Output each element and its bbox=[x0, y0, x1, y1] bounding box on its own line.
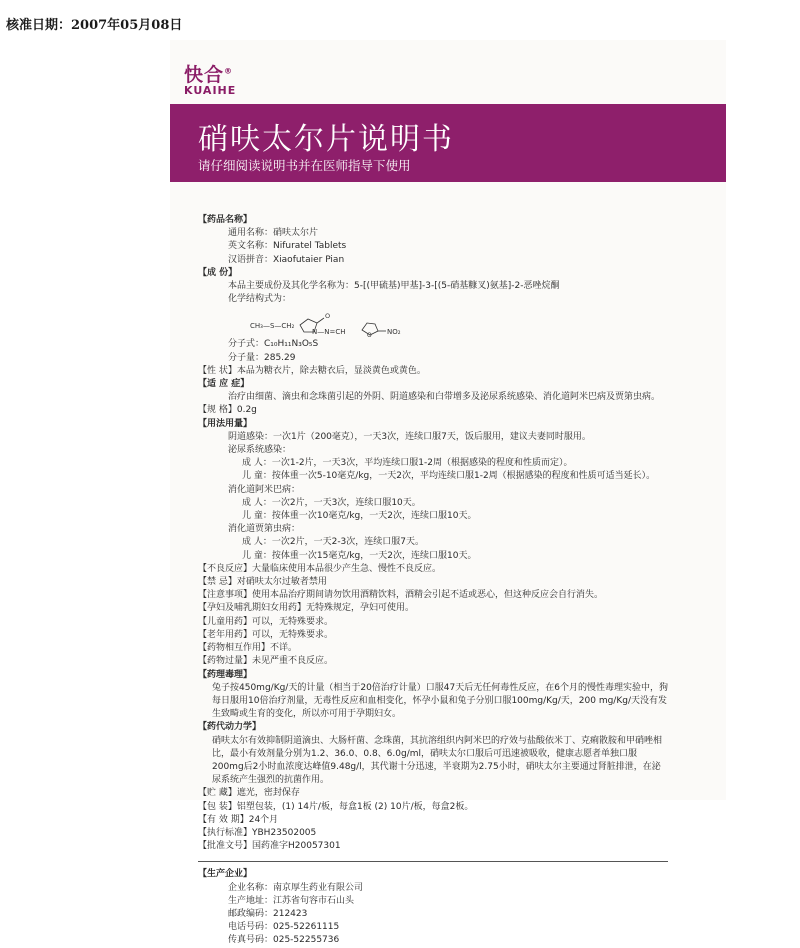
pharmacokinetics-text: 硝呋太尔有效抑制阴道滴虫、大肠杆菌、念珠菌，其抗溶组织内阿米巴的疗效与盐酸依米丁、克痢散胺和甲硝唑相比，最小有效剂量分别为1.2、36.0、0.8、6.0g/ml，硝呋太尔口服后可迅速被吸收，健康志愿者单独口服200mg后2小时血浓度达峰值9.48g/l，其代谢十分迅速，半衰期为2.75小时，硝呋太尔主要通过肾脏排泄，在泌尿系统产生强烈的抗菌作用。 bbox=[212, 735, 663, 786]
page-subtitle: 请仔细阅读说明书并在医师指导下使用 bbox=[198, 158, 411, 173]
section-line: 【药物过量】未见严重不良反应。 bbox=[198, 656, 334, 667]
section-divider bbox=[198, 861, 668, 862]
manufacturer-line: 电话号码：025-52261115 bbox=[228, 922, 340, 933]
dosage-line: 成 人：一次2片，一天2-3次，连续口服7天。 bbox=[242, 537, 425, 548]
section-drug-name-header: 【药品名称】 bbox=[198, 215, 253, 225]
structure-mid-group: N—N=CH bbox=[312, 328, 346, 337]
molecular-formula: 分子式：C₁₀H₁₁N₃O₅S bbox=[228, 339, 319, 350]
manufacturer-line: 生产地址：江苏省句容市石山头 bbox=[228, 895, 355, 906]
approval-date: 核准日期：2007年05月08日 bbox=[6, 18, 183, 33]
section-line: 【注意事项】使用本品治疗期间请勿饮用酒精饮料，酒精会引起不适或恶心，但这种反应会自行消失。 bbox=[198, 590, 604, 601]
structure-label: 化学结构式为： bbox=[228, 294, 292, 305]
section-line: 【批准文号】国药准字H20057301 bbox=[198, 841, 341, 852]
generic-name: 通用名称：硝呋太尔片 bbox=[228, 228, 319, 239]
structure-right-group: NO₂ bbox=[387, 328, 401, 337]
section-line: 【药物相互作用】不详。 bbox=[198, 643, 298, 654]
section-toxicology-header: 【药理毒理】 bbox=[198, 669, 253, 680]
manufacturer-line: 企业名称：南京厚生药业有限公司 bbox=[228, 882, 364, 893]
chemical-structure bbox=[250, 306, 668, 338]
section-line: 【老年用药】可以，无特殊要求。 bbox=[198, 629, 334, 640]
dosage-line: 儿 童：按体重一次5-10毫克/kg，一天2次，平均连续口服1-2周（根据感染的程度和性质可适当延长）。 bbox=[242, 471, 656, 482]
leaflet-content bbox=[198, 214, 668, 948]
registered-mark: ® bbox=[224, 66, 234, 76]
english-name: 英文名称：Nifuratel Tablets bbox=[228, 241, 347, 252]
section-line: 【包 装】铝塑包装，(1) 14片/板，每盒1板 (2) 10片/板，每盒2板。 bbox=[198, 801, 474, 812]
composition-line: 本品主要成份及其化学名称为：5-[(甲硫基)甲基]-3-[(5-硝基糠叉)氨基]-2-恶唑烷酮 bbox=[228, 281, 560, 292]
manufacturer-line: 传真号码：025-52255736 bbox=[228, 935, 340, 946]
section-specification: 【规 格】0.2g bbox=[198, 405, 257, 416]
section-line: 【执行标准】YBH23502005 bbox=[198, 827, 317, 838]
manufacturer-lines bbox=[198, 882, 668, 948]
section-line: 【孕妇及哺乳期妇女用药】无特殊规定，孕妇可使用。 bbox=[198, 603, 415, 614]
section-indication-header: 【适 应 症】 bbox=[198, 379, 250, 390]
manufacturer-line: 邮政编码：212423 bbox=[228, 908, 308, 919]
dosage-line: 消化道阿米巴病： bbox=[228, 484, 301, 495]
dosage-lines bbox=[198, 431, 668, 563]
dosage-line: 消化道贾第虫病： bbox=[228, 524, 301, 535]
section-dosage-header: 【用法用量】 bbox=[198, 418, 253, 429]
section-description: 【性 状】本品为糖衣片，除去糖衣后，显淡黄色或黄色。 bbox=[198, 365, 426, 376]
toxicology-text: 兔子按450mg/Kg/天的计量（相当于20倍治疗计量）口服47天后无任何毒性反应，在6个月的慢性毒理实验中，狗每日服用10倍治疗剂量，无毒性反应和血相变化，怀孕小鼠和兔子分别口服100mg/Kg/天，200 mg/Kg/天没有发生致畸或生育的变化，所以亦可用于孕期妇女。 bbox=[212, 682, 668, 720]
section-line: 【有 效 期】24个月 bbox=[198, 814, 279, 825]
section-line: 【贮 藏】遮光，密封保存 bbox=[198, 788, 300, 799]
section-line: 【禁 忌】对硝呋太尔过敏者禁用 bbox=[198, 577, 327, 588]
dosage-line: 成 人：一次1-2片，一天3次，平均连续口服1-2周（根据感染的程度和性质而定）。 bbox=[242, 458, 573, 469]
section-line: 【儿童用药】可以，无特殊要求。 bbox=[198, 616, 334, 627]
section-manufacturer-header: 【生产企业】 bbox=[198, 869, 253, 880]
carbonyl-bond bbox=[317, 318, 324, 323]
structure-furan-o: O bbox=[367, 332, 372, 339]
indication-text: 治疗由细菌、滴虫和念珠菌引起的外阴、阴道感染和白带增多及泌尿系统感染、消化道阿米巴病及贾第虫病。 bbox=[228, 392, 661, 403]
logo-en-text: KUAIHE bbox=[184, 84, 237, 97]
short-sections bbox=[198, 563, 668, 669]
structure-carbonyl-o: O bbox=[325, 312, 331, 321]
pinyin-name: 汉语拼音：Xiaofutaier Pian bbox=[228, 254, 345, 265]
dosage-line: 成 人：一次2片，一天3次，连续口服10天。 bbox=[242, 497, 421, 508]
chemical-structure-diagram bbox=[250, 306, 480, 338]
brand-logo bbox=[184, 60, 236, 97]
page-title: 硝呋太尔片说明书 bbox=[198, 122, 454, 157]
section-pharmacokinetics-header: 【药代动力学】 bbox=[198, 722, 262, 733]
tail-sections bbox=[198, 787, 668, 853]
molecular-weight: 分子量：285.29 bbox=[228, 352, 296, 363]
dosage-line: 阴道感染：一次1片（200毫克），一天3次，连续口服7天，饭后服用，建议夫妻同时服用。 bbox=[228, 431, 591, 442]
section-line: 【不良反应】大量临床使用本品很少产生急、慢性不良反应。 bbox=[198, 563, 442, 574]
logo-cn-text: 快合 bbox=[184, 64, 225, 86]
dosage-line: 儿 童：按体重一次10毫克/kg，一天2次，连续口服10天。 bbox=[242, 511, 477, 522]
structure-left-group: CH₃—S—CH₂ bbox=[250, 322, 295, 331]
title-banner bbox=[170, 104, 726, 182]
dosage-line: 泌尿系统感染： bbox=[228, 445, 292, 456]
dosage-line: 儿 童：按体重一次15毫克/kg，一天2次，连续口服10天。 bbox=[242, 550, 477, 561]
section-composition-header: 【成 份】 bbox=[198, 267, 238, 278]
